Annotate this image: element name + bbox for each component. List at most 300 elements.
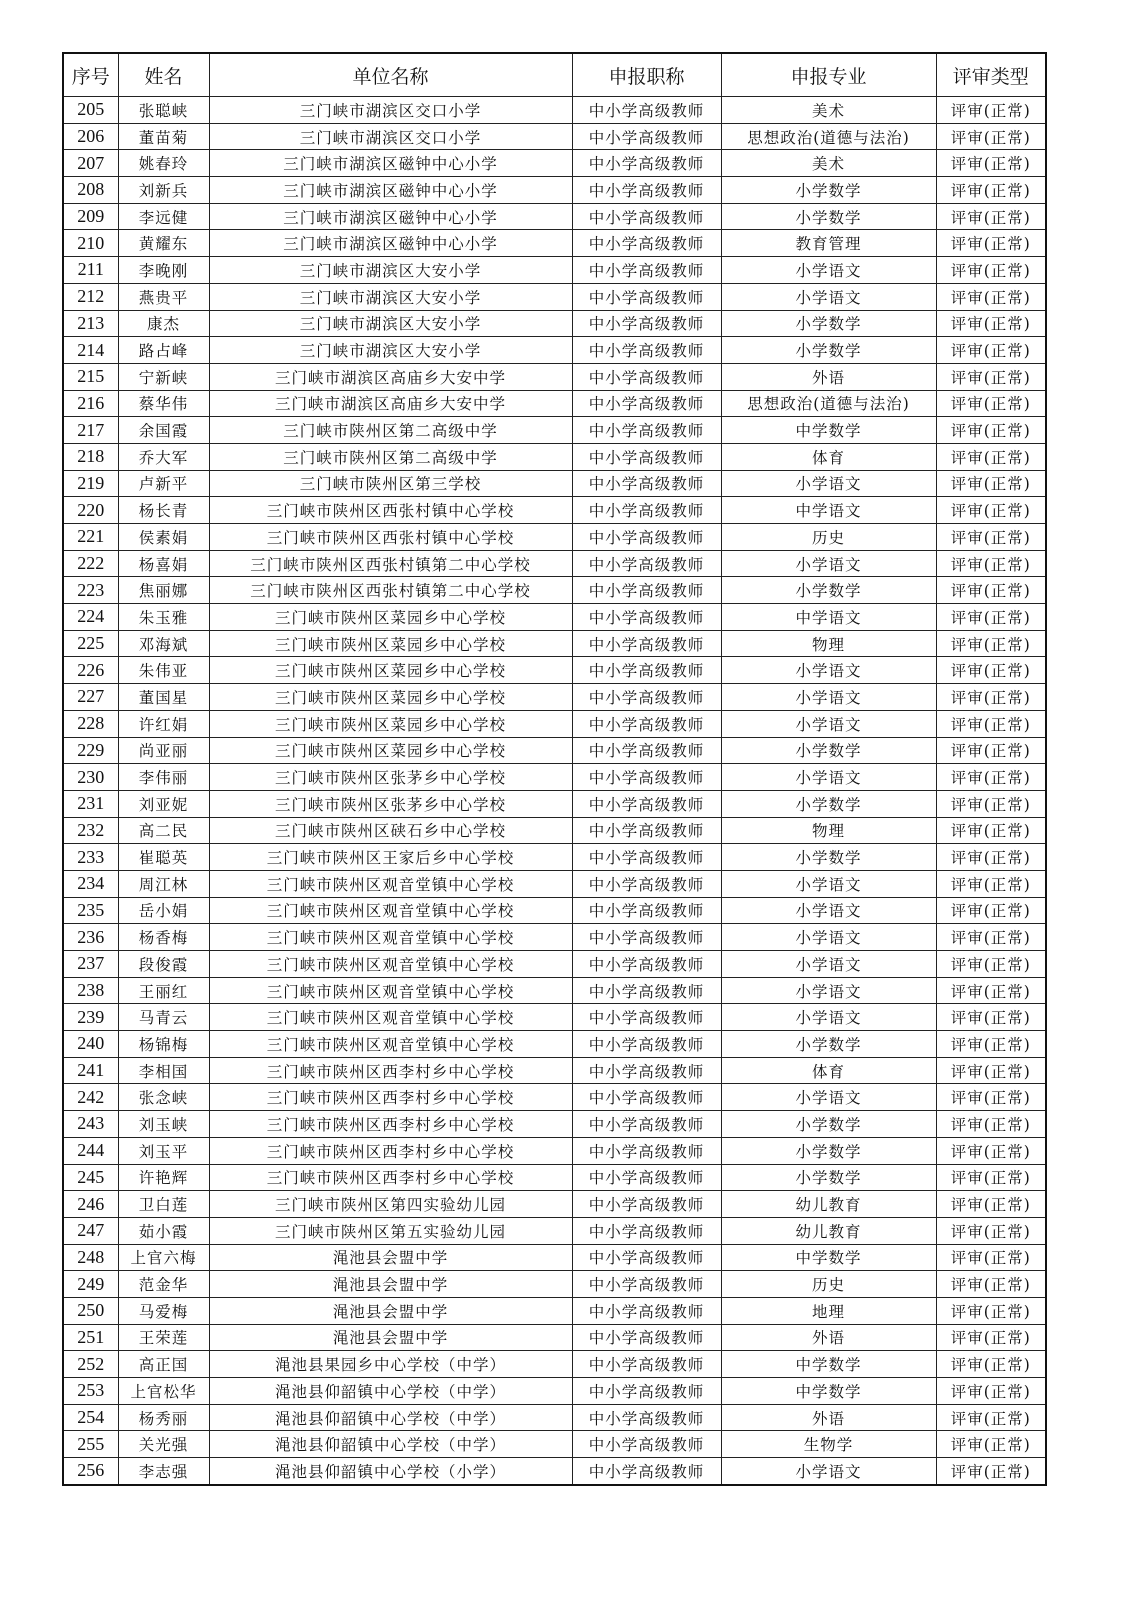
cell-review: 评审(正常) — [936, 737, 1046, 764]
table-row — [63, 897, 1046, 924]
cell-name: 周江林 — [118, 870, 209, 897]
cell-review: 评审(正常) — [936, 1084, 1046, 1111]
cell-review: 评审(正常) — [936, 550, 1046, 577]
cell-name: 蔡华伟 — [118, 390, 209, 417]
cell-review: 评审(正常) — [936, 657, 1046, 684]
cell-no: 230 — [63, 764, 118, 791]
cell-subject: 历史 — [721, 1271, 936, 1298]
cell-subject: 体育 — [721, 1057, 936, 1084]
cell-review: 评审(正常) — [936, 870, 1046, 897]
table-row — [63, 1378, 1046, 1405]
cell-name: 杨锦梅 — [118, 1031, 209, 1058]
cell-review: 评审(正常) — [936, 844, 1046, 871]
cell-review: 评审(正常) — [936, 97, 1046, 124]
cell-name: 杨喜娟 — [118, 550, 209, 577]
table-row — [63, 1297, 1046, 1324]
cell-no: 232 — [63, 817, 118, 844]
cell-title: 中小学高级教师 — [572, 1244, 721, 1271]
cell-subject: 中学数学 — [721, 417, 936, 444]
cell-no: 239 — [63, 1004, 118, 1031]
cell-no: 218 — [63, 443, 118, 470]
cell-name: 朱玉雅 — [118, 604, 209, 631]
cell-unit: 三门峡市陕州区王家后乡中心学校 — [209, 844, 572, 871]
cell-unit: 三门峡市湖滨区磁钟中心小学 — [209, 150, 572, 177]
cell-review: 评审(正常) — [936, 310, 1046, 337]
table-row — [63, 1404, 1046, 1431]
header-no: 序号 — [63, 53, 118, 97]
cell-title: 中小学高级教师 — [572, 230, 721, 257]
cell-no: 252 — [63, 1351, 118, 1378]
cell-title: 中小学高级教师 — [572, 550, 721, 577]
cell-no: 226 — [63, 657, 118, 684]
cell-title: 中小学高级教师 — [572, 97, 721, 124]
cell-unit: 三门峡市陕州区观音堂镇中心学校 — [209, 924, 572, 951]
table-row — [63, 710, 1046, 737]
cell-name: 朱伟亚 — [118, 657, 209, 684]
table-row — [63, 337, 1046, 364]
cell-name: 许艳辉 — [118, 1164, 209, 1191]
cell-review: 评审(正常) — [936, 1244, 1046, 1271]
table-row — [63, 844, 1046, 871]
cell-no: 251 — [63, 1324, 118, 1351]
cell-no: 231 — [63, 790, 118, 817]
cell-review: 评审(正常) — [936, 577, 1046, 604]
cell-no: 219 — [63, 470, 118, 497]
cell-unit: 三门峡市湖滨区大安小学 — [209, 257, 572, 284]
cell-no: 209 — [63, 203, 118, 230]
table-row — [63, 97, 1046, 124]
cell-title: 中小学高级教师 — [572, 764, 721, 791]
table-row — [63, 443, 1046, 470]
cell-review: 评审(正常) — [936, 337, 1046, 364]
cell-subject: 中学数学 — [721, 1351, 936, 1378]
cell-unit: 三门峡市陕州区第四实验幼儿园 — [209, 1191, 572, 1218]
cell-review: 评审(正常) — [936, 790, 1046, 817]
cell-unit: 三门峡市湖滨区高庙乡大安中学 — [209, 363, 572, 390]
cell-review: 评审(正常) — [936, 764, 1046, 791]
cell-name: 刘亚妮 — [118, 790, 209, 817]
cell-review: 评审(正常) — [936, 924, 1046, 951]
table-row — [63, 497, 1046, 524]
cell-no: 227 — [63, 684, 118, 711]
table-row — [63, 924, 1046, 951]
cell-name: 茹小霞 — [118, 1217, 209, 1244]
cell-name: 张聪峡 — [118, 97, 209, 124]
table-row — [63, 257, 1046, 284]
cell-no: 224 — [63, 604, 118, 631]
cell-subject: 小学语文 — [721, 283, 936, 310]
cell-review: 评审(正常) — [936, 1297, 1046, 1324]
cell-subject: 小学语文 — [721, 684, 936, 711]
table-row — [63, 1031, 1046, 1058]
cell-title: 中小学高级教师 — [572, 177, 721, 204]
cell-no: 237 — [63, 951, 118, 978]
cell-unit: 三门峡市湖滨区大安小学 — [209, 310, 572, 337]
cell-name: 许红娟 — [118, 710, 209, 737]
cell-no: 210 — [63, 230, 118, 257]
cell-subject: 美术 — [721, 97, 936, 124]
cell-unit: 三门峡市陕州区西张村镇第二中心学校 — [209, 550, 572, 577]
cell-review: 评审(正常) — [936, 1217, 1046, 1244]
cell-title: 中小学高级教师 — [572, 1191, 721, 1218]
cell-no: 228 — [63, 710, 118, 737]
cell-review: 评审(正常) — [936, 257, 1046, 284]
table-row — [63, 737, 1046, 764]
table-row — [63, 203, 1046, 230]
cell-no: 255 — [63, 1431, 118, 1458]
cell-name: 邓海斌 — [118, 630, 209, 657]
cell-name: 李远健 — [118, 203, 209, 230]
cell-unit: 三门峡市湖滨区磁钟中心小学 — [209, 177, 572, 204]
cell-no: 221 — [63, 524, 118, 551]
table-row — [63, 550, 1046, 577]
cell-name: 董国星 — [118, 684, 209, 711]
cell-title: 中小学高级教师 — [572, 844, 721, 871]
cell-subject: 小学语文 — [721, 470, 936, 497]
cell-review: 评审(正常) — [936, 1164, 1046, 1191]
cell-subject: 外语 — [721, 1404, 936, 1431]
cell-no: 240 — [63, 1031, 118, 1058]
cell-no: 246 — [63, 1191, 118, 1218]
cell-subject: 外语 — [721, 363, 936, 390]
cell-title: 中小学高级教师 — [572, 470, 721, 497]
cell-title: 中小学高级教师 — [572, 897, 721, 924]
cell-unit: 三门峡市陕州区观音堂镇中心学校 — [209, 897, 572, 924]
cell-no: 222 — [63, 550, 118, 577]
cell-unit: 三门峡市湖滨区交口小学 — [209, 97, 572, 124]
table-row — [63, 123, 1046, 150]
cell-no: 214 — [63, 337, 118, 364]
cell-title: 中小学高级教师 — [572, 150, 721, 177]
cell-unit: 三门峡市陕州区西李村乡中心学校 — [209, 1137, 572, 1164]
cell-no: 211 — [63, 257, 118, 284]
cell-unit: 三门峡市陕州区张茅乡中心学校 — [209, 764, 572, 791]
cell-title: 中小学高级教师 — [572, 524, 721, 551]
table-row — [63, 524, 1046, 551]
cell-no: 229 — [63, 737, 118, 764]
cell-name: 侯素娟 — [118, 524, 209, 551]
cell-title: 中小学高级教师 — [572, 1297, 721, 1324]
cell-no: 213 — [63, 310, 118, 337]
cell-name: 岳小娟 — [118, 897, 209, 924]
cell-subject: 小学语文 — [721, 257, 936, 284]
cell-unit: 三门峡市陕州区观音堂镇中心学校 — [209, 870, 572, 897]
cell-title: 中小学高级教师 — [572, 1431, 721, 1458]
cell-unit: 三门峡市陕州区西张村镇第二中心学校 — [209, 577, 572, 604]
cell-no: 241 — [63, 1057, 118, 1084]
cell-name: 高正国 — [118, 1351, 209, 1378]
cell-name: 燕贵平 — [118, 283, 209, 310]
cell-no: 245 — [63, 1164, 118, 1191]
cell-title: 中小学高级教师 — [572, 951, 721, 978]
cell-review: 评审(正常) — [936, 1057, 1046, 1084]
cell-subject: 外语 — [721, 1324, 936, 1351]
cell-title: 中小学高级教师 — [572, 1324, 721, 1351]
cell-title: 中小学高级教师 — [572, 577, 721, 604]
cell-unit: 三门峡市陕州区第三学校 — [209, 470, 572, 497]
cell-title: 中小学高级教师 — [572, 604, 721, 631]
cell-subject: 小学语文 — [721, 1004, 936, 1031]
cell-subject: 小学语文 — [721, 951, 936, 978]
cell-unit: 三门峡市陕州区菜园乡中心学校 — [209, 710, 572, 737]
table-row — [63, 1458, 1046, 1485]
table-row — [63, 1137, 1046, 1164]
cell-name: 李相国 — [118, 1057, 209, 1084]
cell-name: 张念峡 — [118, 1084, 209, 1111]
cell-title: 中小学高级教师 — [572, 257, 721, 284]
cell-unit: 渑池县会盟中学 — [209, 1324, 572, 1351]
table-row — [63, 177, 1046, 204]
cell-subject: 小学数学 — [721, 1111, 936, 1138]
table-row — [63, 577, 1046, 604]
header-review: 评审类型 — [936, 53, 1046, 97]
cell-title: 中小学高级教师 — [572, 684, 721, 711]
table-row — [63, 657, 1046, 684]
table-row — [63, 604, 1046, 631]
table-row — [63, 630, 1046, 657]
table-header-row — [63, 53, 1046, 97]
cell-subject: 小学语文 — [721, 1084, 936, 1111]
cell-unit: 三门峡市陕州区西李村乡中心学校 — [209, 1111, 572, 1138]
table-row — [63, 1111, 1046, 1138]
cell-subject: 思想政治(道德与法治) — [721, 390, 936, 417]
cell-subject: 小学数学 — [721, 1031, 936, 1058]
cell-review: 评审(正常) — [936, 230, 1046, 257]
cell-subject: 小学语文 — [721, 977, 936, 1004]
cell-review: 评审(正常) — [936, 1137, 1046, 1164]
cell-title: 中小学高级教师 — [572, 363, 721, 390]
cell-title: 中小学高级教师 — [572, 203, 721, 230]
cell-review: 评审(正常) — [936, 150, 1046, 177]
cell-subject: 小学语文 — [721, 710, 936, 737]
table-row — [63, 1057, 1046, 1084]
cell-name: 李志强 — [118, 1458, 209, 1485]
cell-unit: 三门峡市陕州区西李村乡中心学校 — [209, 1084, 572, 1111]
cell-name: 董苗菊 — [118, 123, 209, 150]
cell-unit: 三门峡市陕州区第五实验幼儿园 — [209, 1217, 572, 1244]
cell-no: 243 — [63, 1111, 118, 1138]
cell-name: 段俊霞 — [118, 951, 209, 978]
cell-review: 评审(正常) — [936, 1271, 1046, 1298]
cell-unit: 渑池县仰韶镇中心学校（中学） — [209, 1431, 572, 1458]
cell-no: 205 — [63, 97, 118, 124]
cell-subject: 中学数学 — [721, 1244, 936, 1271]
cell-review: 评审(正常) — [936, 497, 1046, 524]
cell-unit: 渑池县仰韶镇中心学校（中学） — [209, 1404, 572, 1431]
cell-unit: 渑池县果园乡中心学校（中学） — [209, 1351, 572, 1378]
cell-subject: 幼儿教育 — [721, 1217, 936, 1244]
cell-subject: 幼儿教育 — [721, 1191, 936, 1218]
cell-review: 评审(正常) — [936, 390, 1046, 417]
table-row — [63, 1004, 1046, 1031]
cell-unit: 三门峡市陕州区第二高级中学 — [209, 443, 572, 470]
cell-review: 评审(正常) — [936, 203, 1046, 230]
cell-title: 中小学高级教师 — [572, 337, 721, 364]
cell-name: 马爱梅 — [118, 1297, 209, 1324]
cell-name: 余国霞 — [118, 417, 209, 444]
table-row — [63, 1351, 1046, 1378]
cell-name: 康杰 — [118, 310, 209, 337]
cell-review: 评审(正常) — [936, 817, 1046, 844]
cell-subject: 生物学 — [721, 1431, 936, 1458]
cell-name: 马青云 — [118, 1004, 209, 1031]
cell-unit: 三门峡市湖滨区磁钟中心小学 — [209, 230, 572, 257]
applicant-table — [62, 52, 1047, 1486]
cell-name: 上官六梅 — [118, 1244, 209, 1271]
cell-unit: 三门峡市湖滨区大安小学 — [209, 337, 572, 364]
cell-no: 217 — [63, 417, 118, 444]
table-row — [63, 1191, 1046, 1218]
cell-subject: 中学语文 — [721, 497, 936, 524]
cell-unit: 渑池县仰韶镇中心学校（中学） — [209, 1378, 572, 1405]
cell-title: 中小学高级教师 — [572, 1458, 721, 1485]
cell-review: 评审(正常) — [936, 443, 1046, 470]
cell-no: 256 — [63, 1458, 118, 1485]
cell-name: 崔聪英 — [118, 844, 209, 871]
cell-review: 评审(正常) — [936, 524, 1046, 551]
cell-review: 评审(正常) — [936, 1111, 1046, 1138]
table-body — [63, 97, 1046, 1485]
cell-unit: 三门峡市陕州区西张村镇中心学校 — [209, 524, 572, 551]
table-row — [63, 150, 1046, 177]
cell-title: 中小学高级教师 — [572, 123, 721, 150]
cell-title: 中小学高级教师 — [572, 1271, 721, 1298]
table-row — [63, 363, 1046, 390]
cell-title: 中小学高级教师 — [572, 737, 721, 764]
cell-review: 评审(正常) — [936, 177, 1046, 204]
cell-title: 中小学高级教师 — [572, 817, 721, 844]
header-unit: 单位名称 — [209, 53, 572, 97]
cell-title: 中小学高级教师 — [572, 1084, 721, 1111]
cell-no: 233 — [63, 844, 118, 871]
cell-review: 评审(正常) — [936, 630, 1046, 657]
header-subject: 申报专业 — [721, 53, 936, 97]
cell-review: 评审(正常) — [936, 684, 1046, 711]
cell-subject: 小学数学 — [721, 737, 936, 764]
cell-unit: 三门峡市湖滨区大安小学 — [209, 283, 572, 310]
cell-title: 中小学高级教师 — [572, 1137, 721, 1164]
cell-no: 247 — [63, 1217, 118, 1244]
cell-unit: 三门峡市陕州区菜园乡中心学校 — [209, 630, 572, 657]
cell-unit: 三门峡市湖滨区磁钟中心小学 — [209, 203, 572, 230]
cell-title: 中小学高级教师 — [572, 1111, 721, 1138]
table-row — [63, 790, 1046, 817]
cell-subject: 体育 — [721, 443, 936, 470]
cell-review: 评审(正常) — [936, 363, 1046, 390]
cell-subject: 小学语文 — [721, 657, 936, 684]
cell-name: 王荣莲 — [118, 1324, 209, 1351]
cell-subject: 思想政治(道德与法治) — [721, 123, 936, 150]
cell-no: 207 — [63, 150, 118, 177]
cell-unit: 三门峡市陕州区第二高级中学 — [209, 417, 572, 444]
cell-review: 评审(正常) — [936, 470, 1046, 497]
table-row — [63, 951, 1046, 978]
cell-no: 234 — [63, 870, 118, 897]
cell-no: 215 — [63, 363, 118, 390]
cell-title: 中小学高级教师 — [572, 390, 721, 417]
table-row — [63, 230, 1046, 257]
cell-no: 238 — [63, 977, 118, 1004]
cell-subject: 教育管理 — [721, 230, 936, 257]
cell-review: 评审(正常) — [936, 1324, 1046, 1351]
cell-review: 评审(正常) — [936, 1191, 1046, 1218]
cell-subject: 小学语文 — [721, 1458, 936, 1485]
cell-unit: 三门峡市湖滨区交口小学 — [209, 123, 572, 150]
cell-unit: 三门峡市陕州区观音堂镇中心学校 — [209, 1031, 572, 1058]
cell-subject: 中学数学 — [721, 1378, 936, 1405]
cell-subject: 小学数学 — [721, 577, 936, 604]
cell-name: 李伟丽 — [118, 764, 209, 791]
cell-title: 中小学高级教师 — [572, 1004, 721, 1031]
cell-review: 评审(正常) — [936, 1004, 1046, 1031]
cell-no: 250 — [63, 1297, 118, 1324]
cell-subject: 物理 — [721, 630, 936, 657]
cell-unit: 三门峡市陕州区硖石乡中心学校 — [209, 817, 572, 844]
cell-title: 中小学高级教师 — [572, 1404, 721, 1431]
cell-unit: 三门峡市陕州区菜园乡中心学校 — [209, 657, 572, 684]
cell-subject: 小学语文 — [721, 924, 936, 951]
header-name: 姓名 — [118, 53, 209, 97]
cell-title: 中小学高级教师 — [572, 977, 721, 1004]
cell-review: 评审(正常) — [936, 417, 1046, 444]
cell-no: 212 — [63, 283, 118, 310]
cell-subject: 地理 — [721, 1297, 936, 1324]
cell-name: 上官松华 — [118, 1378, 209, 1405]
cell-no: 249 — [63, 1271, 118, 1298]
cell-name: 焦丽娜 — [118, 577, 209, 604]
cell-name: 杨长青 — [118, 497, 209, 524]
cell-unit: 渑池县会盟中学 — [209, 1244, 572, 1271]
cell-unit: 三门峡市陕州区西李村乡中心学校 — [209, 1164, 572, 1191]
cell-no: 216 — [63, 390, 118, 417]
cell-title: 中小学高级教师 — [572, 1217, 721, 1244]
cell-unit: 三门峡市陕州区观音堂镇中心学校 — [209, 977, 572, 1004]
table-row — [63, 1324, 1046, 1351]
cell-no: 235 — [63, 897, 118, 924]
cell-name: 卢新平 — [118, 470, 209, 497]
cell-title: 中小学高级教师 — [572, 657, 721, 684]
cell-title: 中小学高级教师 — [572, 790, 721, 817]
cell-review: 评审(正常) — [936, 897, 1046, 924]
table-row — [63, 390, 1046, 417]
cell-no: 244 — [63, 1137, 118, 1164]
cell-subject: 小学数学 — [721, 1137, 936, 1164]
cell-title: 中小学高级教师 — [572, 924, 721, 951]
table-row — [63, 1244, 1046, 1271]
cell-name: 高二民 — [118, 817, 209, 844]
cell-name: 刘玉峡 — [118, 1111, 209, 1138]
table-row — [63, 1217, 1046, 1244]
cell-no: 206 — [63, 123, 118, 150]
cell-title: 中小学高级教师 — [572, 283, 721, 310]
cell-name: 王丽红 — [118, 977, 209, 1004]
header-title: 申报职称 — [572, 53, 721, 97]
cell-subject: 小学语文 — [721, 897, 936, 924]
cell-unit: 三门峡市陕州区菜园乡中心学校 — [209, 604, 572, 631]
cell-name: 关光强 — [118, 1431, 209, 1458]
cell-no: 254 — [63, 1404, 118, 1431]
table-row — [63, 470, 1046, 497]
cell-unit: 三门峡市陕州区菜园乡中心学校 — [209, 737, 572, 764]
cell-review: 评审(正常) — [936, 1458, 1046, 1485]
cell-title: 中小学高级教师 — [572, 417, 721, 444]
table-row — [63, 1271, 1046, 1298]
cell-title: 中小学高级教师 — [572, 1031, 721, 1058]
cell-review: 评审(正常) — [936, 710, 1046, 737]
cell-name: 刘玉平 — [118, 1137, 209, 1164]
cell-name: 姚春玲 — [118, 150, 209, 177]
cell-name: 刘新兵 — [118, 177, 209, 204]
